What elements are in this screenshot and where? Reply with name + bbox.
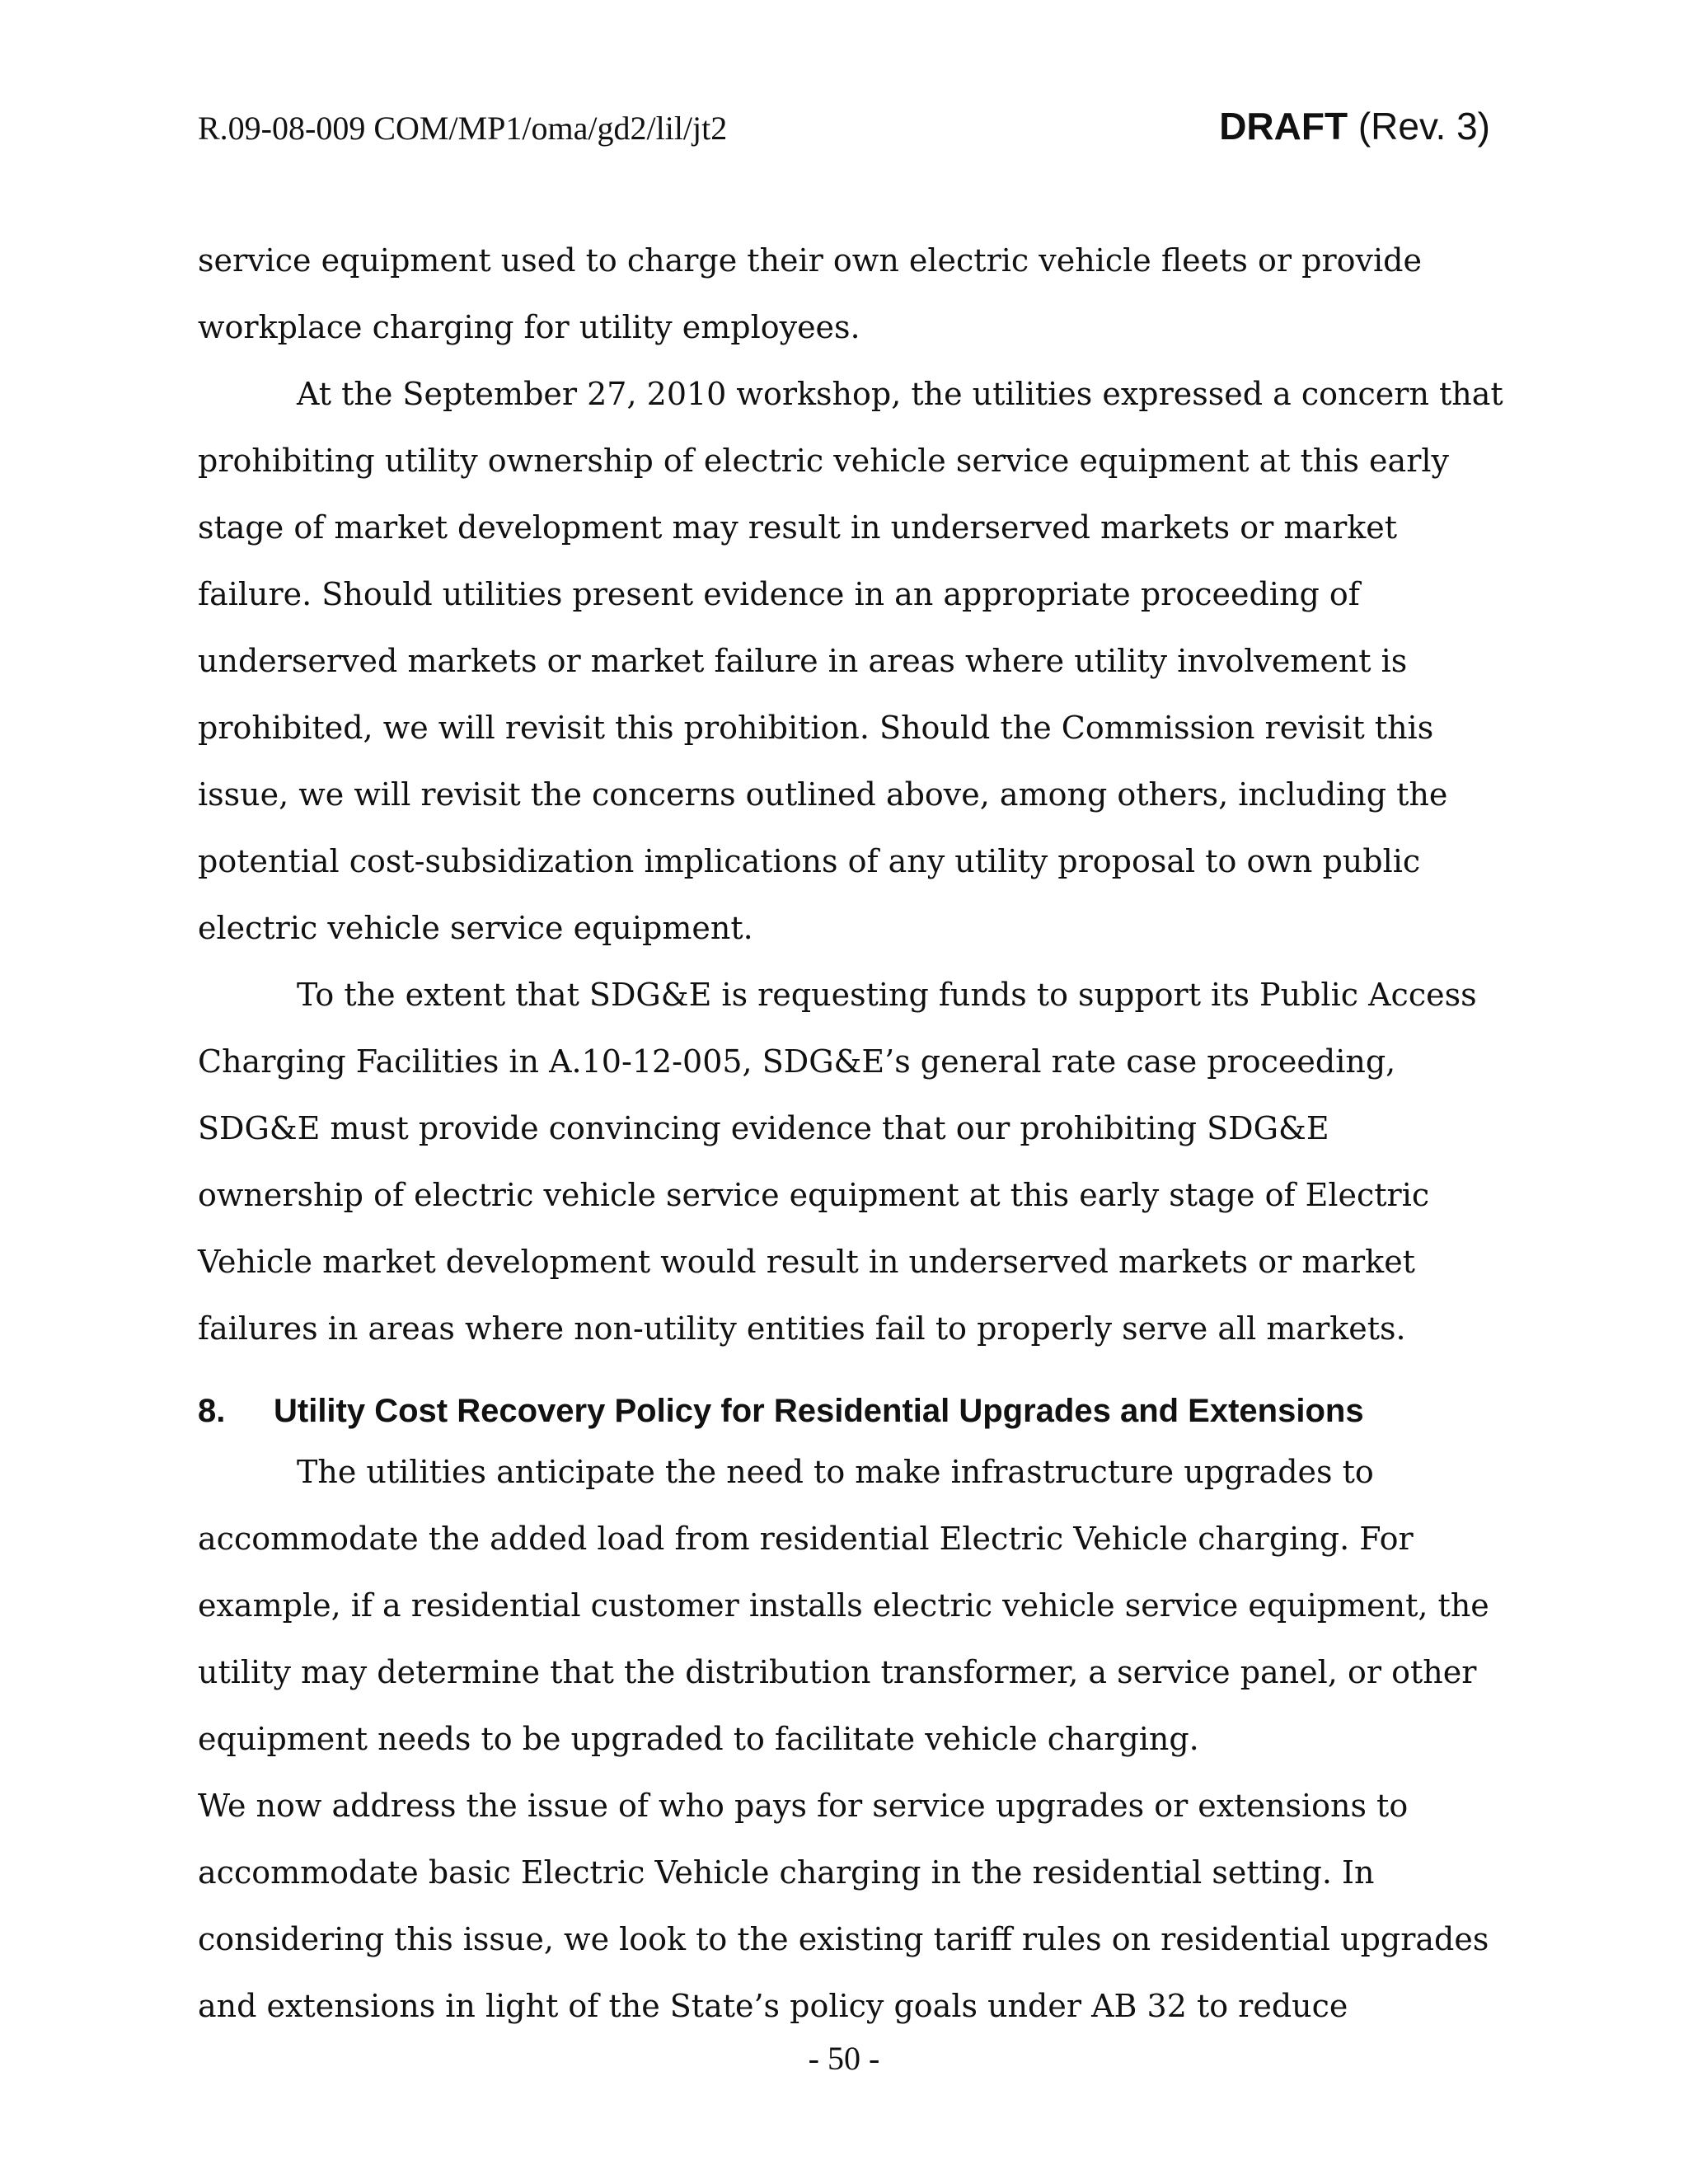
text-line: utility may determine that the distribution transformer, a service panel, or other [198,1654,1477,1690]
text-line: electric vehicle service equipment. [198,910,753,946]
page-number: - 50 - [808,2040,880,2077]
text-line: equipment needs to be upgraded to facilitate vehicle charging. [198,1721,1199,1757]
text-line: accommodate the added load from residential Electric Vehicle charging. For [198,1521,1414,1557]
text-line: workplace charging for utility employees. [198,309,860,345]
paragraph-start-line: To the extent that SDG&E is requesting funds to support its Public Access [297,977,1477,1013]
text-line: and extensions in light of the State’s policy goals under AB 32 to reduce [198,1988,1348,2024]
text-line: Vehicle market development would result in underserved markets or market [198,1244,1415,1280]
paragraph-start-line: The utilities anticipate the need to make infrastructure upgrades to [297,1454,1374,1490]
text-line: stage of market development may result in underserved markets or market [198,509,1398,546]
text-line: prohibiting utility ownership of electric vehicle service equipment at this early [198,443,1449,479]
text-line: potential cost-subsidization implications of any utility proposal to own public [198,843,1421,879]
paragraph-start-line: At the September 27, 2010 workshop, the utilities expressed a concern that [297,376,1503,412]
text-line: issue, we will revisit the concerns outlined above, among others, including the [198,776,1448,813]
text-line: service equipment used to charge their own electric vehicle fleets or provide [198,242,1422,279]
text-line: accommodate basic Electric Vehicle charging in the residential setting. In [198,1854,1375,1891]
text-line: ownership of electric vehicle service equipment at this early stage of Electric [198,1177,1430,1213]
docket-number: R.09-08-009 COM/MP1/oma/gd2/lil/jt2 [198,110,728,147]
text-line: We now address the issue of who pays for service upgrades or extensions to [198,1788,1409,1824]
text-line: underserved markets or market failure in areas where utility involvement is [198,643,1408,679]
draft-label [1219,97,1490,155]
body-block-1 [198,227,1503,1362]
text-line: failure. Should utilities present evidence in an appropriate proceeding of [198,576,1360,612]
text-line: SDG&E must provide convincing evidence that our prohibiting SDG&E [198,1110,1329,1146]
section-heading [198,1386,1500,1436]
text-line: failures in areas where non-utility entities fail to properly serve all markets. [198,1310,1406,1347]
draft-word: DRAFT [1219,105,1348,148]
text-line: Charging Facilities in A.10-12-005, SDG&E’s general rate case proceeding, [198,1043,1396,1080]
body-block-2 [198,1439,1500,2040]
text-line: considering this issue, we look to the existing tariff rules on residential upgrades [198,1921,1489,1957]
text-line: example, if a residential customer installs electric vehicle service equipment, the [198,1587,1489,1624]
section-title: Utility Cost Recovery Policy for Residential Upgrades and Extensions [274,1393,1364,1429]
revision-label: (Rev. 3) [1357,105,1490,148]
text-line: prohibited, we will revisit this prohibition. Should the Commission revisit this [198,710,1434,746]
section-number: 8. [198,1393,226,1429]
